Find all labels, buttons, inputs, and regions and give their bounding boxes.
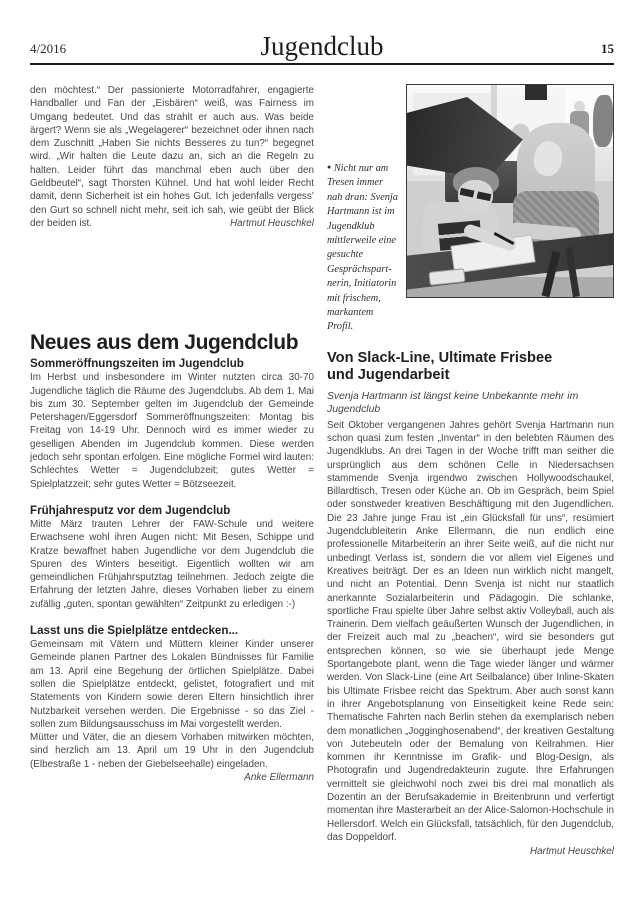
article-title bbox=[327, 350, 614, 384]
caption-bullet-icon: ● bbox=[327, 163, 332, 171]
author-byline: Hartmut Heuschkel bbox=[230, 217, 314, 229]
section-title: Neues aus dem Jugendclub bbox=[30, 331, 299, 355]
subsection-paragraph: Im Herbst und insbesondere im Winter nutzten circa 30-70 Jugendliche täglich die Räume des Jugendclubs. Ab dem 1. Mai bis zum 30. September gelten im Jugendclub der Gemeinde Petershagen/Eggersdorf Sommeröffnungszeiten: Montag bis Freitag von 14-19 Uhr. Dennoch wird es immer wieder zu geselligen Abenden im Jugendclub kommen. Diese werden jedoch sehr spontan erfolgen. Eine mögliche Formel wird lauten: Schlechtes Wetter = Jugendclubzeit; gutes Wetter = Spielplatzzeit; sehr gutes Wetter = Bötzseezeit. bbox=[30, 372, 314, 490]
photo-caption-text: Nicht nur am Tresen immer nah dran: Svenja Hartmann ist im Jugendklub mittlerweile eine gesuchte Gesprächspartnerin, Initiatorin mit frischem, markantem Profil. bbox=[327, 163, 398, 333]
article-title-line2: und Jugendarbeit bbox=[327, 366, 450, 383]
photo-speaker bbox=[525, 85, 547, 100]
page-title: Jugendclub bbox=[260, 31, 384, 61]
right-column bbox=[327, 84, 614, 858]
subsection-paragraph: Gemeinsam mit Vätern und Müttern kleiner Kinder unserer Gemeinde planen Partner des Lokalen Bündnisses für Familie am 13. April eine Begehung der örtlichen Spielplätze. Dabei sollen die Spielplätze entdeckt, gelistet, fotografiert und mit Statements von Kindern sowie deren Eltern hinsichtlich ihrer Nutzbarkeit versehen werden. Die Ergebnisse - so das Ziel - sollen zum Bildungsausschuss im Mai vorgestellt werden. bbox=[30, 639, 314, 730]
subsection-heading-playgrounds: Lasst uns die Spielplätze entdecken... bbox=[30, 624, 239, 638]
left-column bbox=[30, 84, 314, 858]
photo-plant bbox=[593, 95, 613, 147]
subsection-paragraph: Mitte März trauten Lehrer der FAW-Schule und weitere Erwachsene wohl ihren Augen nicht: Mit Besen, Schippe und Kratze bewaffnet haben Jugendliche vor dem Jugendclub die Spuren des Winters beseitigt. Eigentlich wollten wir am gemeindlichen Frühjahrsputztag teilnehmen. Jedoch zeigte die Erfahrung der letzten Jahre, dieses Vorhaben lieber zu einem zufällig „guten, spontan gewählten“ Zeitpunkt zu erledigen :-) bbox=[30, 518, 314, 610]
photo-caption bbox=[327, 84, 406, 335]
page-number: 15 bbox=[601, 41, 614, 56]
article-body: Seit Oktober vergangenen Jahres gehört Svenja Hartmann nun schon quasi zum festen „Inventar“ in den belebten Räumen des Jugendklubs. An drei Tagen in der Woche trifft man seither die ursprünglich aus dem schönen Celle in Niedersachsen stammende Svenja irgendwo zwischen Hollywoodschaukel, Billardtisch, Tresen oder Küche an. Ob im Gespräch, beim Spiel oder sonstweder kreativen Beschäftigung mit den Jugendlichen. Die 23 Jahre junge Frau ist „ein Glücksfall für uns“, resümiert Jugendclubleiterin Anke Ellermann, die nun endlich eine professionelle Mitarbeiterin an ihrer Seite weiß, auf die nicht nur unbedingt Verlass ist, sondern die vor allem viel Eigenes und Kreatives beiträgt. Der es an Ideen nun wirklich nicht mangelt, und nicht an Potential. Denn Svenja ist nicht nur staatlich anerkannte Sozialarbeiterin und Pädagogin. Die schlanke, sportliche Frau spielte über Jahre selbst aktiv Volleyball, auch als Trainerin. Dem vielfach geäußerten Wunsch der Jugendlichen, in der Freizeit auch mal zu „beachen“, wird sie besonders gut entsprechen können, so wie sie überhaupt jede Menge Sportangebote plant, wenn die Tage wieder länger und wärmer werden. Von Slack-Line (eine Art Seilbalance) über Inline-Skaten bis Ultimate Frisbee reicht das Spektrum. Aber auch sonst kann in ihrer Angebotsplanung von Einseitigkeit keine Rede sein: Thematische Fahrten nach Berlin stehen da exemplarisch neben dem monatlichen „Jogginghosenabend“, der kreativen Gestaltung von Jutebeuteln oder der Bemalung von Keilrahmen. Hier kommen ihr Kenntnisse im Grafik- und Blog-Design, als Photografin und Jugendredakteurin zugute. Ihre Erfahrungen vermittelt sie gleichwohl noch zwei bis drei mal monatlich als Dozentin an der Berufsakademie in Breitenbrunn und verfertigt momentan ihre Masterarbeit an der Alice-Salomon-Hochschule in Hellersdorf. Welch ein Glücksfall, tatsächlich, für den Jugendclub, das Doppeldorf. bbox=[327, 419, 614, 843]
header-rule bbox=[30, 63, 614, 65]
page-header bbox=[30, 28, 614, 62]
intro-paragraph bbox=[30, 84, 314, 230]
intro-text: den möchtest.“ Der passionierte Motorradfahrer, engagierte Handballer und Fan der „Eisbären“ weiß, was Fairness im Umgang bedeutet. Und das strahlt er auch aus. Was beide ärgert? Wenn sie als „Wegelagerer“ bezeichnet oder ihnen nach dem Zuschnitt „Haben Sie nichts Besseres zu tun?“ begegnet wird. „Wir halten die Leute dazu an, sich an die Regeln zu halten. Leider führt das manchmal eben auch über den Geldbeutel“, sagt Thorsten Kühnel. Und hat wohl leider Recht damit, denn Sicherheit ist ein hohes Gut. Ich jedenfalls vergess’ den Gurt so schnell nicht mehr, seit ich sah, wie geübt der Blick der beiden ist. bbox=[30, 85, 314, 229]
content-columns bbox=[30, 84, 614, 858]
photo-block bbox=[327, 84, 614, 335]
column-gap-spacer bbox=[30, 230, 314, 331]
author-byline: Anke Ellermann bbox=[244, 771, 314, 783]
subsection-heading-spring-cleaning: Frühjahresputz vor dem Jugendclub bbox=[30, 503, 231, 517]
issue-label: 4/2016 bbox=[30, 41, 67, 56]
article-title-line1: Von Slack-Line, Ultimate Frisbee bbox=[327, 349, 553, 366]
subsection-text: Mütter und Väter, die an diesem Vorhaben mitwirken möchten, sind herzlich am 13. April um 19 Uhr in den Jugendclub (Elbestraße 1 - neben der Giebelseehalle) eingeladen. bbox=[30, 732, 314, 770]
author-byline: Hartmut Heuschkel bbox=[530, 846, 614, 858]
article-subtitle: Svenja Hartmann ist längst keine Unbekannte mehr im Jugendclub bbox=[327, 390, 579, 416]
subsection-paragraph bbox=[30, 731, 314, 783]
article-photo bbox=[406, 84, 614, 298]
subsection-heading-summer-hours: Sommeröffnungszeiten im Jugendclub bbox=[30, 357, 244, 371]
